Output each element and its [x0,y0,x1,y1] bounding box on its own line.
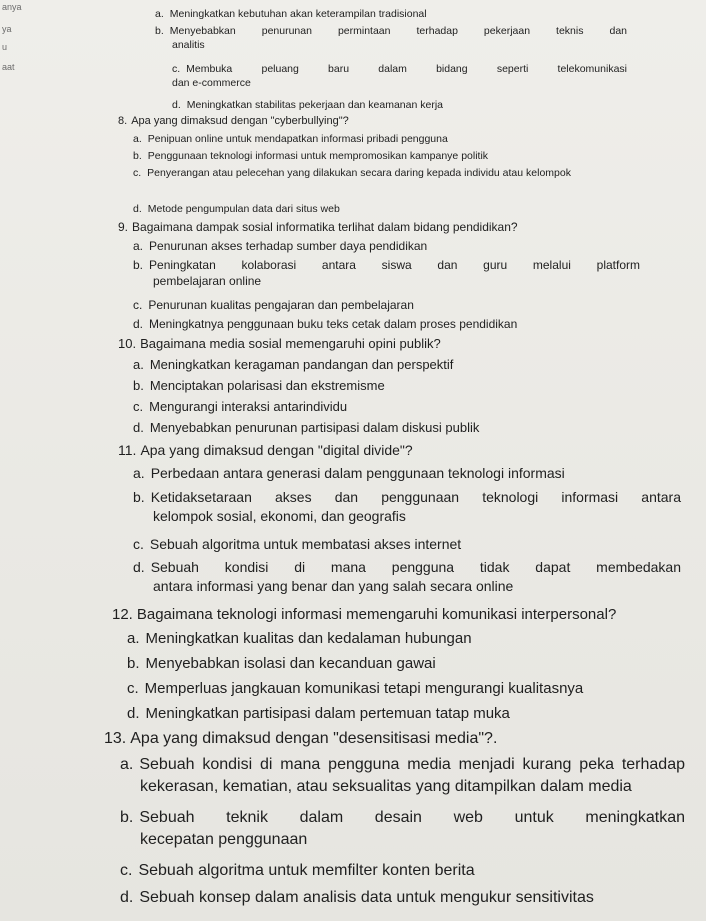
answer-option [120,756,685,774]
option-text: Menciptakan polarisasi dan ekstremisme [149,378,385,393]
margin-fragment: aat [2,62,15,72]
margin-fragment: ya [2,24,12,34]
answer-option [120,889,594,907]
question-number: 9. [118,220,129,234]
option-text: Ketidaksetaraan akses dan penggunaan teknologi informasi antara [150,489,681,505]
option-text: Meningkatkan kebutuhan akan keterampilan tradisional [169,8,427,20]
option-letter: d. [133,317,144,331]
option-text: Penipuan online untuk mendapatkan informasi pribadi pengguna [147,133,448,145]
question-number: 11. [118,442,137,458]
option-letter: b. [127,655,140,672]
option-letter: a. [133,465,145,481]
answer-option [153,508,406,524]
option-text: Penggunaan teknologi informasi untuk mempromosikan kampanye politik [147,150,489,162]
answer-option [133,317,517,331]
question-text: Bagaimana teknologi informasi memengaruhi komunikasi interpersonal? [136,606,617,623]
answer-option [133,536,461,552]
option-text-continued: kelompok sosial, ekonomi, dan geografis [153,507,406,524]
option-text: Meningkatkan stabilitas pekerjaan dan keamanan kerja [186,99,444,111]
option-text-continued: kecepatan penggunaan [140,830,308,848]
question-number: 8. [118,115,128,127]
answer-option [155,25,627,37]
option-text: Penyerangan atau pelecehan yang dilakukan secara daring kepada individu atau kelompok [147,167,571,179]
answer-option [153,578,513,594]
answer-option [133,167,571,179]
answer-option [133,357,453,372]
answer-option [120,809,685,827]
answer-option [133,203,340,215]
option-letter: d. [133,203,142,215]
question-number: 13. [104,730,127,747]
answer-option [133,559,681,575]
answer-option [155,8,427,20]
option-letter: c. [127,680,139,697]
answer-option [133,399,347,414]
question-text: Apa yang dimaksud dengan "digital divide"? [140,442,413,458]
answer-option [127,705,510,722]
question-text: Apa yang dimaksud dengan "desensitisasi media"?. [130,730,498,747]
answer-option [172,99,443,111]
option-letter: d. [133,559,145,575]
option-text: Meningkatkan partisipasi dalam pertemuan tatap muka [145,705,510,722]
question-text: Bagaimana dampak sosial informatika terlihat dalam bidang pendidikan? [132,220,518,234]
question-stem [112,606,616,623]
option-text: Perbedaan antara generasi dalam penggunaan teknologi informasi [150,465,565,481]
option-letter: a. [133,133,142,145]
option-text: Sebuah kondisi di mana pengguna tidak dapat membedakan [150,559,681,575]
option-letter: c. [133,167,142,179]
question-stem [118,220,518,234]
option-text: Penurunan kualitas pengajaran dan pembelajaran [148,298,414,312]
margin-fragment: anya [2,2,22,12]
option-text: Meningkatkan kualitas dan kedalaman hubungan [145,630,472,647]
answer-option [127,655,436,672]
question-number: 12. [112,606,133,623]
answer-option [133,465,565,481]
option-text: Memperluas jangkauan komunikasi tetapi mengurangi kualitasnya [144,680,584,697]
option-text: Sebuah algoritma untuk membatasi akses internet [149,536,462,552]
answer-option [153,274,261,288]
answer-option [133,378,385,393]
option-letter: d. [127,705,140,722]
question-number: 10. [118,336,137,351]
answer-option [127,680,583,697]
option-letter: c. [120,862,133,879]
option-text-continued: kekerasan, kematian, atau seksualitas yang ditampilkan dalam media [140,777,632,795]
option-text-continued: dan e-commerce [172,77,251,90]
answer-option [127,630,472,647]
answer-option [120,862,475,880]
option-letter: c. [133,298,143,312]
option-text: Sebuah kondisi di mana pengguna media menjadi kurang peka terhadap [139,756,685,773]
option-letter: b. [133,258,144,272]
answer-option [133,133,448,145]
answer-option [172,39,205,51]
question-text: Bagaimana media sosial memengaruhi opini publik? [140,336,441,351]
option-letter: a. [120,756,134,773]
option-text: Menyebabkan penurunan partisipasi dalam diskusi publik [149,420,480,435]
option-text-continued: antara informasi yang benar dan yang salah secara online [153,577,514,594]
option-text: Sebuah konsep dalam analisis data untuk mengukur sensitivitas [139,889,594,906]
option-text: Menyebabkan penurunan permintaan terhadap pekerjaan teknis dan [169,25,627,37]
answer-option [133,489,681,505]
question-stem [104,730,497,748]
option-text: Penurunan akses terhadap sumber daya pendidikan [149,239,428,253]
answer-option [133,298,414,312]
option-letter: b. [133,378,144,393]
question-text: Apa yang dimaksud dengan "cyberbullying"? [131,115,349,127]
option-letter: a. [127,630,140,647]
question-stem [118,442,413,458]
option-letter: d. [120,889,134,906]
answer-option [140,778,632,796]
option-text: Membuka peluang baru dalam bidang seperti telekomunikasi [186,63,627,75]
option-text: Menyebabkan isolasi dan kecanduan gawai [145,655,436,672]
option-text: Mengurangi interaksi antarindividu [149,399,348,414]
answer-option [172,77,251,89]
option-text-continued: analitis [172,39,205,52]
option-text-continued: pembelajaran online [153,274,262,289]
option-letter: c. [172,63,181,75]
option-text: Meningkatkan keragaman pandangan dan perspektif [149,357,454,372]
option-letter: b. [133,489,145,505]
option-letter: c. [133,536,144,552]
option-letter: a. [155,8,164,20]
option-text: Meningkatnya penggunaan buku teks cetak dalam proses pendidikan [149,317,518,331]
option-letter: b. [155,25,164,37]
option-letter: c. [133,399,144,414]
answer-option [133,239,427,253]
option-letter: a. [133,239,144,253]
question-stem [118,115,349,127]
answer-option [140,831,307,849]
answer-option [133,150,488,162]
margin-fragment: u [2,42,8,52]
option-text: Peningkatan kolaborasi antara siswa dan guru melalui platform [149,258,640,272]
option-letter: b. [133,150,142,162]
answer-option [133,420,479,435]
option-letter: b. [120,809,134,826]
question-stem [118,336,441,351]
answer-option [133,258,640,272]
option-text: Sebuah teknik dalam desain web untuk meningkatkan [139,809,685,826]
option-letter: d. [172,99,181,111]
option-text: Sebuah algoritma untuk memfilter konten berita [138,862,475,879]
option-text: Metode pengumpulan data dari situs web [147,203,340,215]
option-letter: a. [133,357,144,372]
option-letter: d. [133,420,144,435]
answer-option [172,63,627,75]
